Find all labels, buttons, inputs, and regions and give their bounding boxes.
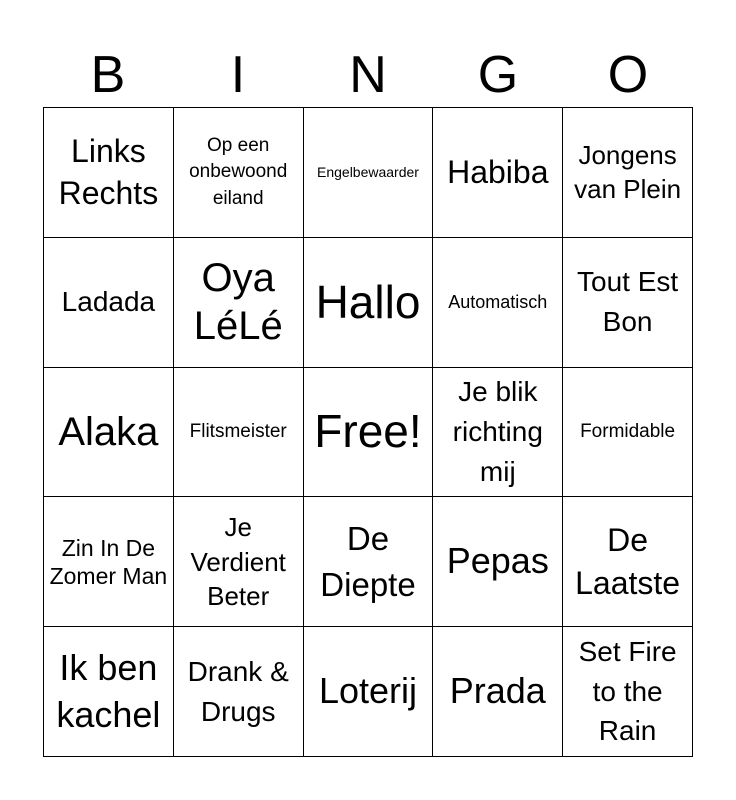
- bingo-cell[interactable]: [44, 368, 174, 498]
- cell-text: Op een onbewoond eiland: [189, 135, 288, 209]
- cell-text: Habiba: [447, 154, 549, 191]
- cell-text: Oya LéLé: [193, 256, 283, 349]
- bingo-cell[interactable]: [44, 497, 174, 627]
- cell-text: Pepas: [446, 540, 549, 582]
- bingo-cell[interactable]: [304, 108, 434, 238]
- cell-text: Je blik richting mij: [452, 376, 543, 487]
- cell-text: Zin In De Zomer Man: [49, 534, 168, 589]
- cell-text: Ik ben kachel: [56, 646, 161, 735]
- header-letter-g: G: [477, 46, 519, 104]
- cell-text: Engelbewaarder: [317, 164, 419, 181]
- bingo-cell[interactable]: [433, 627, 563, 757]
- bingo-cell[interactable]: [44, 108, 174, 238]
- bingo-cell[interactable]: [433, 497, 563, 627]
- cell-text: Automatisch: [448, 291, 548, 312]
- cell-text: De Laatste: [575, 522, 681, 601]
- cell-text: Alaka: [58, 409, 159, 454]
- cell-text: Set Fire to the Rain: [578, 635, 677, 747]
- bingo-cell[interactable]: [433, 238, 563, 368]
- cell-text: Je Verdient Beter: [190, 512, 286, 611]
- header-letter-n: N: [349, 46, 387, 104]
- cell-text: Hallo: [315, 275, 421, 328]
- cell-text: Links Rechts: [58, 132, 159, 212]
- bingo-cell[interactable]: [563, 627, 693, 757]
- header-letter-i: I: [230, 46, 246, 104]
- bingo-cell[interactable]: [433, 108, 563, 238]
- header-letter-o: O: [607, 46, 649, 104]
- bingo-cell[interactable]: [304, 627, 434, 757]
- bingo-cell[interactable]: [304, 497, 434, 627]
- bingo-cell[interactable]: [563, 497, 693, 627]
- bingo-cell[interactable]: [174, 108, 304, 238]
- cell-text: Tout Est Bon: [577, 266, 679, 338]
- cell-text: Ladada: [61, 286, 156, 318]
- free-space-text: Free!: [314, 405, 422, 458]
- header-letter-b: B: [90, 46, 126, 104]
- bingo-header: [43, 42, 693, 108]
- cell-text: De Diepte: [320, 520, 416, 603]
- bingo-cell[interactable]: [563, 238, 693, 368]
- cell-text: Drank & Drugs: [187, 655, 289, 727]
- bingo-cell[interactable]: [174, 497, 304, 627]
- cell-text: Formidable: [580, 420, 676, 442]
- bingo-cell[interactable]: [563, 368, 693, 498]
- bingo-cell[interactable]: [44, 238, 174, 368]
- bingo-cell[interactable]: [44, 627, 174, 757]
- bingo-cell[interactable]: [433, 368, 563, 498]
- cell-text: Loterij: [318, 670, 418, 712]
- bingo-cell[interactable]: [563, 108, 693, 238]
- cell-text: Flitsmeister: [189, 420, 287, 442]
- bingo-cell[interactable]: [174, 368, 304, 498]
- cell-text: Prada: [449, 670, 546, 712]
- bingo-cell[interactable]: [174, 627, 304, 757]
- cell-text: Jongens van Plein: [574, 140, 682, 205]
- bingo-cell[interactable]: [304, 238, 434, 368]
- free-space-cell[interactable]: [304, 368, 434, 498]
- bingo-cell[interactable]: [174, 238, 304, 368]
- bingo-card-grid: [43, 107, 693, 757]
